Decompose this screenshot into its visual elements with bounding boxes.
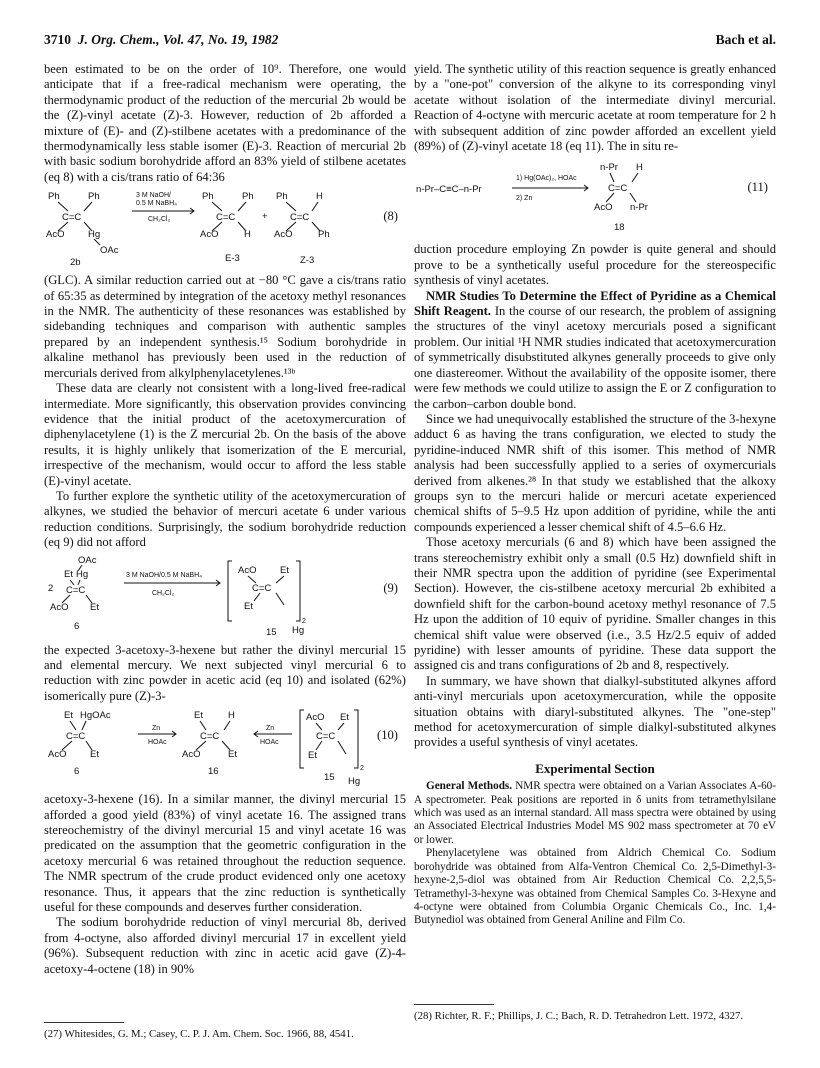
run-in-heading: General Methods. [426,780,513,793]
svg-text:C=C: C=C [66,584,86,596]
compound-label: 6 [74,766,80,778]
footnote-27: (27) Whitesides, G. M.; Casey, C. P. J. Am. Chem. Soc. 1966, 88, 4541. [44,1028,354,1040]
solvent-label: CH₂Cl₂ [148,216,171,224]
svg-text:OAc: OAc [78,554,97,566]
svg-text:n-Pr: n-Pr [630,202,648,214]
journal-citation: J. Org. Chem., Vol. 47, No. 19, 1982 [77,32,279,47]
svg-text:HgOAc: HgOAc [80,710,111,722]
reagent-label: 3 M NaOH/0.5 M NaBH₄ [126,571,202,579]
substrate-formula: n-Pr–C≡C–n-Pr [416,184,482,196]
section-heading: Experimental Section [535,760,655,776]
compound-label: 2b [70,257,81,268]
compound-label: E-3 [225,253,240,265]
paragraph: The sodium borohydride reduction of vinyl mercurial 8b, derived from 4-octyne, also afforded divinyl mercurial 17 in excellent yield (96%). Subsequent reduction with zinc in acetic acid gave (Z)-4-acetoxy-4-octene (18) in 90% [44,915,406,976]
equation-11-structures [414,158,776,236]
svg-text:Et: Et [90,601,99,613]
svg-text:AcO: AcO [46,229,65,241]
footnote-rule [414,1004,494,1005]
svg-text:Ph: Ph [242,191,254,203]
equation-11 [414,158,776,236]
svg-text:+: + [262,211,268,223]
svg-text:Ph: Ph [48,191,60,203]
svg-text:C=C: C=C [62,212,82,224]
equation-9-structures [44,555,406,637]
svg-text:Et: Et [280,564,289,576]
running-authors: Bach et al. [715,32,776,47]
svg-text:Et: Et [244,600,253,612]
svg-text:Et: Et [64,568,73,580]
paragraph: been estimated to be on the order of 10⁹. Therefore, one would anticipate that if a free-radical mechanism were operating, the thermodynamic product of the reduction of the mercurial 2b would be the (Z)-vinyl acetate (Z)-3. However, reduction of 2b afforded a mixture of (E)- and (Z)-stilbene acetates with a predominance of the thermodynamically less stable isomer (E)-3. Reaction of mercurial 2b with basic sodium borohydride afford an 83% yield of stilbene acetates (eq 8) with a cis/trans ratio of 64:36 [44,62,406,184]
solvent-label: CH₂Cl₂ [152,589,175,597]
svg-text:C=C: C=C [66,731,86,743]
svg-text:H: H [316,191,323,203]
paragraph: duction procedure employing Zn powder is quite general and should prove to be a synthetically useful procedure for the stereospecific synthesis of vinyl acetates. [414,242,776,288]
paragraph [414,780,776,847]
svg-text:2: 2 [360,765,364,773]
svg-text:Et: Et [90,749,99,761]
svg-text:OAc: OAc [100,245,119,257]
reagent-label: HOAc [260,739,279,747]
right-column [414,62,776,928]
compound-label: 16 [208,766,219,778]
svg-text:Et: Et [64,710,73,722]
svg-text:Hg: Hg [88,229,101,241]
equation-8 [44,189,406,267]
page-header [44,32,776,50]
stoichiometric-coefficient: 2 [48,582,54,594]
paragraph: Those acetoxy mercurials (6 and 8) which have been assigned the trans stereochemistry exhibit only a small (0.5 Hz) downfield shift in their NMR spectra upon the addition of pyridine (see Experimental Section). However, the cis-stilbene acetoxy mercurial 2b exhibited a downfield shift for the carbon-bound acetoxy methyl resonance of 7.5 Hz upon the addition of 10 equiv of pyridine. Smaller changes in this chemical shift value were observed (i.e., 3.5 Hz/2.5 equiv of added pyridine) with lesser amounts of pyridine. These data support the assigned cis and trans configurations of 2b and 8, respectively. [414,535,776,673]
svg-text:AcO: AcO [238,564,257,576]
compound-label: Z-3 [300,255,315,267]
equation-10-structures [44,708,406,786]
paragraph: In summary, we have shown that dialkyl-substituted alkynes afford anti-vinyl mercurials upon acetoxymercuration, while the opposite situation obtains with diaryl-substituted alkynes. The "one-step" method for acetoxymercuration of simple dialkyl-substituted alkynes provides a useful synthesis of vinyl acetates. [414,673,776,750]
svg-text:Ph: Ph [318,229,330,241]
paragraph: Phenylacetylene was obtained from Aldrich Chemical Co. Sodium borohydride was obtained from Alfa-Ventron Chemical Co. 2,5-Dimethyl-3-hexyne-2,5-diol was obtained from Air Reduction Chemical Co. 2,2,5,5-Tetramethyl-3-hexyne was obtained from Chemical Samples Co. 3-Hexyne and 4-octyne were obtained from Columbia Organic Chemicals Co., Inc. 1,4-Butynediol was obtained from General Aniline and Film Co. [414,847,776,927]
svg-text:Et: Et [194,710,203,722]
paragraph: acetoxy-3-hexene (16). In a similar manner, the divinyl mercurial 15 afforded a good yield (83%) of vinyl acetate 16. The assigned trans stereochemistry of the divinyl mercurial 15 and vinyl acetate 16 was predicated on the assumption that the geometric configuration in the acetoxy mercurial 6 was retained throughout the reduction sequence. The NMR spectrum of the crude product evidenced only one acetoxy resonance. Thus, it appears that the zinc reduction is synthetically useful for these compounds and deserves further consideration. [44,792,406,915]
compound-label: 15 [266,626,277,637]
section-run-in-heading: NMR Studies To Determine the Effect of Pyridine as a Chemical Shift Reagent. [414,288,776,319]
svg-text:Ph: Ph [276,191,288,203]
equation-number: (11) [747,180,768,195]
reagent-label: 3 M NaOH/ [136,192,172,200]
svg-text:H: H [228,710,235,722]
equation-number: (10) [377,728,398,743]
compound-label: 6 [74,620,80,632]
svg-text:Hg: Hg [348,776,361,787]
paragraph: These data are clearly not consistent with a long-lived free-radical intermediate. More significantly, this observation provides convincing evidence that the initial product of the acetoxymercuration of diphenylacetylene (1) is the Z mercurial 2b. On the basis of the above results, it is highly unlikely that isomerization of the E mercurial, irrespective of the mechanism, would occur to afford the less stable (E)-vinyl acetate. [44,381,406,488]
svg-text:Et: Et [308,750,317,762]
paragraph-text: In the course of our research, the problem of assigning the structures of the vinyl acetoxy mercurials posed a significant problem. Our initial ¹H NMR studies indicated that acetoxymercuration of symmetrically disubstituted alkynes generally proceeds to give only one diastereomer. Without the availability of the opposite isomer, there were few methods we could utilize to assign the E or Z configuration to the carbon–carbon double bond. [414,304,776,411]
paragraph-text: NMR spectra were obtained on a Varian Associates A-60-A spectrometer. Peak positions are reported in δ units from tetramethylsilane which was used as an internal standard. All mass spectra were obtained by using an Associated Electrical Industries Model MS 902 mass spectrometer at 70 eV or lower. [414,780,776,846]
svg-text:C=C: C=C [290,212,310,224]
paragraph: (GLC). A similar reduction carried out at −80 °C gave a cis/trans ratio of 65:35 as determined by integration of the acetoxy methyl resonances in the NMR. The authenticity of these resonances was established by sidebanding techniques and comparison with authentic samples prepared by an independent synthesis.¹⁵ Sodium borohydride in alkaline methanol has previously been used in the reduction of mercurials derived from alkylphenylacetylenes.¹³ᵇ [44,273,406,380]
svg-text:Ph: Ph [88,191,100,203]
svg-text:Et: Et [228,749,237,761]
svg-text:C=C: C=C [316,731,336,743]
equation-10 [44,708,406,786]
svg-text:n-Pr: n-Pr [600,162,618,174]
equation-number: (9) [383,580,398,595]
paragraph [414,289,776,412]
svg-text:Hg: Hg [292,624,305,636]
paragraph: Since we had unequivocally established the structure of the 3-hexyne adduct 6 as having the trans configuration, we elected to study the pyridine-induced NMR shift of this isomer. This method of NMR analysis had been successfully applied to a series of oxymercurials derived from alkenes.²⁸ In that study we established that the alkoxy groups syn to the mercuri halide or mercuri acetate experienced chemical shifts of 5–9.5 Hz upon addition of pyridine, while the anti compounds experienced a lesser chemical shift of 4.5–6.6 Hz. [414,411,776,534]
svg-text:AcO: AcO [200,229,219,241]
reagent-label: 2) Zn [516,195,533,203]
svg-text:Et: Et [340,712,349,724]
reagent-label: Zn [266,725,275,733]
svg-text:AcO: AcO [182,749,201,761]
equation-number: (8) [383,209,398,224]
paragraph: To further explore the synthetic utility of the acetoxymercuration of alkynes, we studied the behavior of mercuri acetate 6 under various reduction conditions. Surprisingly, the sodium borohydride reduction (eq 9) did not afford [44,488,406,550]
svg-text:H: H [636,162,643,174]
svg-text:AcO: AcO [48,749,67,761]
svg-text:2: 2 [302,617,306,625]
footnote-28: (28) Richter, R. F.; Phillips, J. C.; Bach, R. D. Tetrahedron Lett. 1972, 4327. [414,1010,744,1022]
equation-9 [44,555,406,637]
svg-text:C=C: C=C [200,731,220,743]
svg-text:Hg: Hg [76,568,89,580]
reagent-label: 0.5 M NaBH₄ [136,200,177,208]
svg-text:H: H [244,229,251,241]
svg-text:AcO: AcO [274,229,293,241]
compound-label: 18 [614,222,625,234]
compound-label: 15 [324,772,335,784]
page-number: 3710 [44,32,71,47]
svg-text:C=C: C=C [608,183,628,195]
footnote-rule [44,1022,124,1023]
reagent-label: 1) Hg(OAc)₂, HOAc [516,175,577,183]
reagent-label: HOAc [148,739,167,747]
svg-text:AcO: AcO [594,202,613,214]
paragraph: the expected 3-acetoxy-3-hexene but rather the divinyl mercurial 15 and elemental mercury. We next subjected vinyl mercurial 6 to reduction with zinc powder in acetic acid (eq 10) and isolated (62%) isomerically pure (Z)-3- [44,642,406,703]
svg-text:AcO: AcO [50,601,69,613]
svg-text:C=C: C=C [216,212,236,224]
paragraph: yield. The synthetic utility of this reaction sequence is greatly enhanced by a "one-pot" conversion of the alkyne to its corresponding vinyl acetate without isolation of the intermediate divinyl mercurial. Reaction of 4-octyne with mercuric acetate at room temperature for 2 h with subsequent addition of zinc powder afforded an excellent yield (89%) of (Z)-vinyl acetate 18 (eq 11). The in situ re- [414,62,776,154]
svg-text:AcO: AcO [306,712,325,724]
left-column [44,62,406,977]
reagent-label: Zn [152,725,161,733]
equation-8-structures [44,189,406,267]
svg-text:Ph: Ph [202,191,214,203]
svg-text:C=C: C=C [252,582,272,594]
